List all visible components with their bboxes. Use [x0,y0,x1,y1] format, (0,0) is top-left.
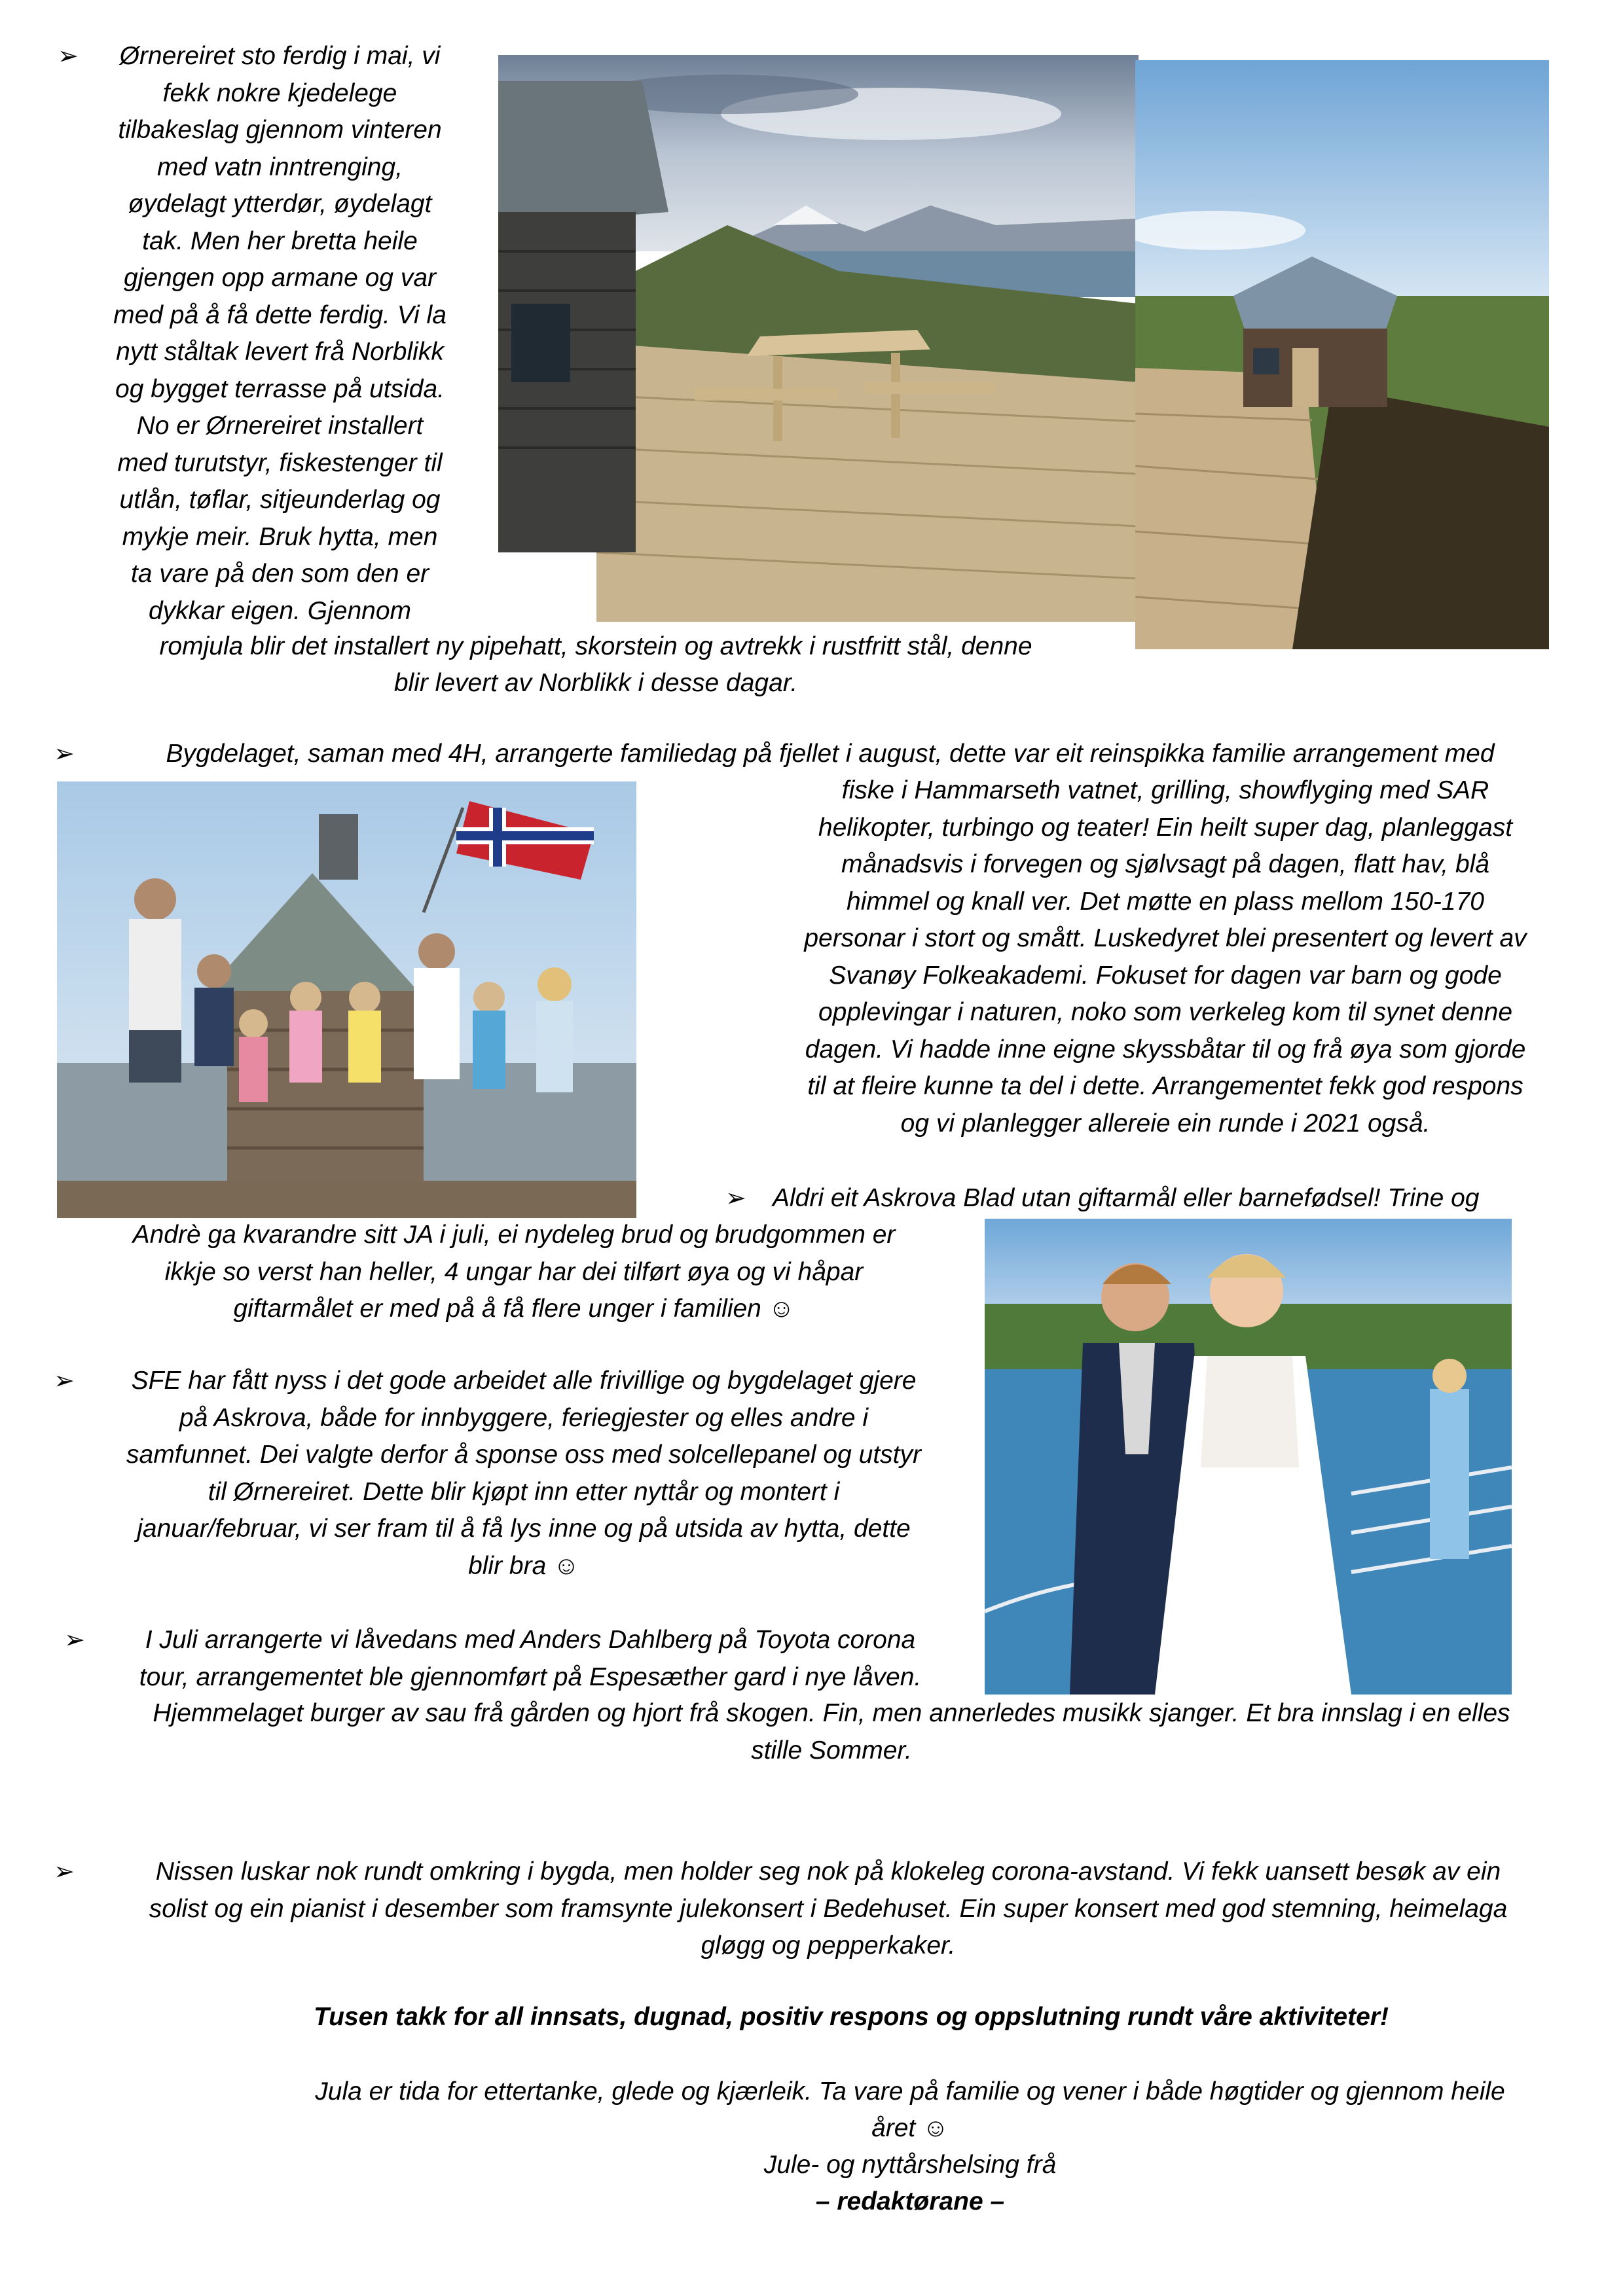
text-line: fiske i Hammarseth vatnet, grilling, showflyging med SAR [841,776,1489,804]
text-line: dykkar eigen. Gjennom [148,596,412,625]
bullet-icon: ➢ [54,740,75,768]
text-line: og vi planlegger allereie ein runde i 2021 også. [900,1109,1431,1138]
section1-line-wide-1: romjula blir det installert ny pipehatt, skorstein og avtrekk i rustfritt stål, denne [159,632,1032,660]
section3-line-first: Aldri eit Askrova Blad utan giftarmål eller barnefødsel! Trine og [773,1184,1480,1212]
text-line: utlån, tøflar, sitjeunderlag og [119,486,441,514]
section2-right-text [753,772,1578,1142]
text-line: til Ørnereiret. Dette blir kjøpt inn etter nyttår og montert i [208,1477,840,1506]
text-line: gløgg og pepperkaker. [701,1931,956,1960]
text-line: Nissen luskar nok rundt omkring i bygda, men holder seg nok på klokeleg corona-avstand. Vi fekk uansett besøk av ein [155,1857,1501,1886]
text-line: nytt ståltak levert frå Norblikk [116,338,444,366]
text-line: personar i stort og smått. Luskedyret blei presentert og levert av [804,924,1527,952]
text-line: tilbakeslag gjennom vinteren [118,116,442,144]
section5-text [98,1622,962,1696]
text-line: på Askrova, både for innbyggere, feriegjester og elles andre i [179,1403,869,1432]
thanks-line: Tusen takk for all innsats, dugnad, positiv respons og oppslutning rundt våre aktiviteter! [314,2003,1389,2031]
text-line: Hjemmelaget burger av sau frå gården og hjort frå skogen. Fin, men annerledes musikk sjanger. Et bra innslag i en elles [153,1699,1510,1727]
text-line: fekk nokre kjedelege [162,79,397,107]
text-line: gjengen opp armane og var [123,264,436,292]
text-line: giftarmålet er med på å få flere unger i familien ☺ [233,1295,795,1323]
text-line: med på å få dette ferdig. Vi la [113,300,447,329]
text-line: ikkje so verst han heller, 4 ungar har dei tilført øya og vi håpar [164,1257,864,1286]
photo-wedding [985,1219,1512,1695]
text-line: opplevingar i naturen, noko som verkeleg kom til synet denne [818,998,1513,1026]
text-line: mykje meir. Bruk hytta, men [122,522,438,551]
text-line: I Juli arrangerte vi låvedans med Anders Dahlberg på Toyota corona [145,1626,916,1654]
text-line: No er Ørnereiret installert [136,412,424,440]
photo-cabin-terrace [498,55,1139,622]
text-line: solist og ein pianist i desember som framsynte julekonsert i Bedehuset. Ein super konsert med god stemning, heimelaga [149,1894,1508,1923]
section1-line-wide-2: blir levert av Norblikk i desse dagar. [393,669,798,697]
bullet-icon: ➢ [725,1185,746,1212]
text-line: samfunnet. Dei valgte derfor å sponse oss med solcellepanel og utstyr [126,1441,921,1469]
text-line: tak. Men her bretta heile [142,226,418,255]
text-line: SFE har fått nyss i det gode arbeidet alle frivillige og bygdelaget gjere [131,1367,917,1395]
bullet-icon: ➢ [64,1626,85,1654]
text-line: januar/februar, vi ser fram til å få lys inne og på utsida av hytta, dette [137,1515,911,1543]
text-line: stille Sommer. [751,1736,912,1765]
text-line: og bygget terrasse på utsida. [115,374,445,403]
section1-narrow-text [95,38,465,630]
section5-wide-text [79,1695,1584,1769]
closing-line-2: året ☺ [871,2114,949,2142]
bullet-icon: ➢ [54,1367,75,1395]
text-line: helikopter, turbingo og teater! Ein heilt super dag, planleggast [818,813,1513,842]
text-line: øydelagt ytterdør, øydelagt [128,190,432,218]
text-line: himmel og knall ver. Det møtte en plass mellom 150-170 [847,887,1484,916]
signature: – redaktørane – [815,2187,1005,2215]
section4-text [85,1363,962,1585]
text-line: Ørnereiret sto ferdig i mai, vi [119,42,441,70]
text-line: månadsvis i forvegen og sjølvsagt på dagen, flatt hav, blå [841,850,1489,878]
photo-octagonal-cabin [1135,60,1549,649]
section2-line-first: Bygdelaget, saman med 4H, arrangerte familiedag på fjellet i august, dette var eit reinspikka familie arrangement med [166,740,1495,768]
text-line: med vatn inntrenging, [156,152,403,181]
text-line: Andrè ga kvarandre sitt JA i juli, ei nydeleg brud og brudgommen er [132,1221,896,1249]
section3-text [79,1217,949,1328]
text-line: til at fleire kunne ta del i dette. Arrangementet fekk god respons [807,1072,1523,1100]
bullet-icon: ➢ [58,43,79,70]
text-line: tour, arrangementet ble gjennomført på Espesæther gard i nye låven. [139,1662,922,1691]
text-line: ta vare på den som den er [130,560,429,588]
text-line: blir bra ☺ [468,1551,579,1580]
photo-family-day [57,781,636,1218]
text-line: Svanøy Folkeakademi. Fokuset for dagen var barn og gode [829,961,1502,990]
section6-text [85,1854,1571,1965]
closing-line-1: Jula er tida for ettertanke, glede og kjærleik. Ta vare på familie og vener i både høgtider og gjennom heile [315,2077,1505,2106]
text-line: med turutstyr, fiskestenger til [117,448,443,477]
bullet-icon: ➢ [54,1858,75,1886]
closing-line-3: Jule- og nyttårshelsing frå [763,2151,1057,2179]
text-line: dagen. Vi hadde inne eigne skyssbåtar til og frå øya som gjorde [805,1035,1526,1064]
